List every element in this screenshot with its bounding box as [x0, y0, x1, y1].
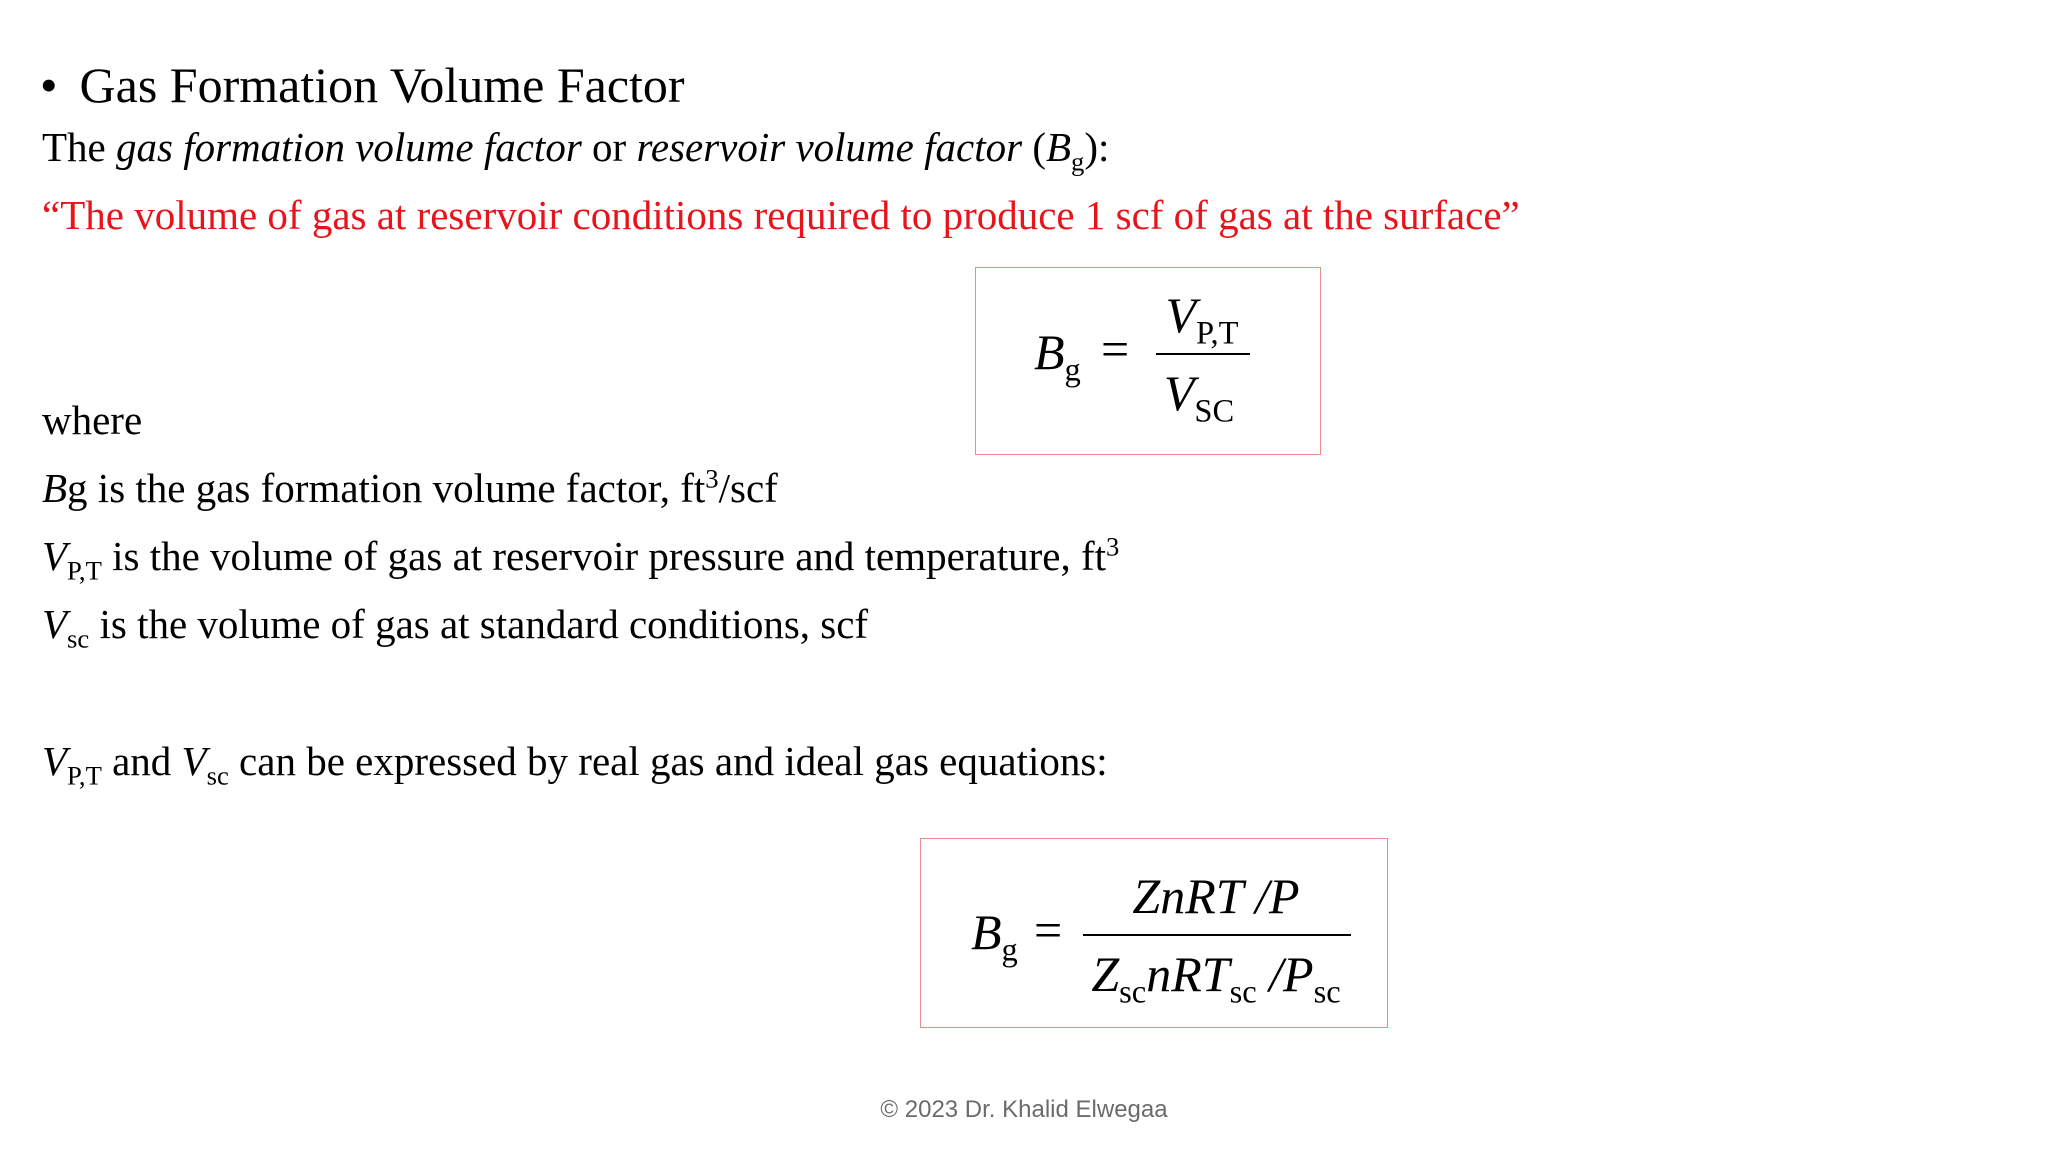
eq1-numerator: $V_{P,T}$ — [1165, 287, 1239, 352]
term-gas-fvf: gas formation volume factor — [116, 124, 582, 170]
definition-quote: “The volume of gas at reservoir conditions required to produce 1 scf of gas at the surface” — [42, 192, 1520, 238]
definition-vsc: $V_{sc}$ is the volume of gas at standard conditions, scf — [42, 601, 869, 654]
eq2-lhs: $B_g$ — [971, 904, 1018, 969]
eq1-fraction-bar — [1156, 353, 1250, 355]
definition-vpt: $V_{P,T}$ is the volume of gas at reservoir pressure and temperature, $ft^3$ — [42, 531, 1120, 586]
eq1-denominator: $V_{SC}$ — [1163, 365, 1235, 430]
equation-box-2 — [920, 838, 1388, 1028]
where-label: where — [42, 397, 143, 443]
footer-copyright: © 2023 Dr. Khalid Elwegaa — [880, 1096, 1168, 1123]
definition-bg: Bg is the gas formation volume factor, $ft^3$/scf — [42, 463, 778, 511]
eq2-denominator: $Z_{sc}nRT_{sc}$ $/P_{sc}$ — [1091, 946, 1341, 1011]
bullet-icon: • — [40, 57, 58, 113]
eq2-equals: = — [1034, 902, 1063, 958]
equation-box-1 — [975, 267, 1321, 455]
eq2-numerator: ZnRT /P — [1132, 868, 1300, 924]
eq2-fraction-bar — [1083, 934, 1351, 936]
eq1-lhs: $B_g$ — [1034, 324, 1081, 389]
slide-heading — [40, 56, 685, 114]
intro-line: The gas formation volume factor or reservoir volume factor $(B_g)$: — [42, 124, 1110, 177]
term-reservoir-vf: reservoir volume factor — [636, 124, 1023, 170]
heading-text: Gas Formation Volume Factor — [79, 57, 685, 113]
expressed-line: $V_{P,T}$ and $V_{sc}$ can be expressed by real gas and ideal gas equations: — [42, 738, 1108, 791]
bg-symbol: B — [1045, 124, 1072, 170]
eq1-equals: = — [1101, 321, 1130, 377]
